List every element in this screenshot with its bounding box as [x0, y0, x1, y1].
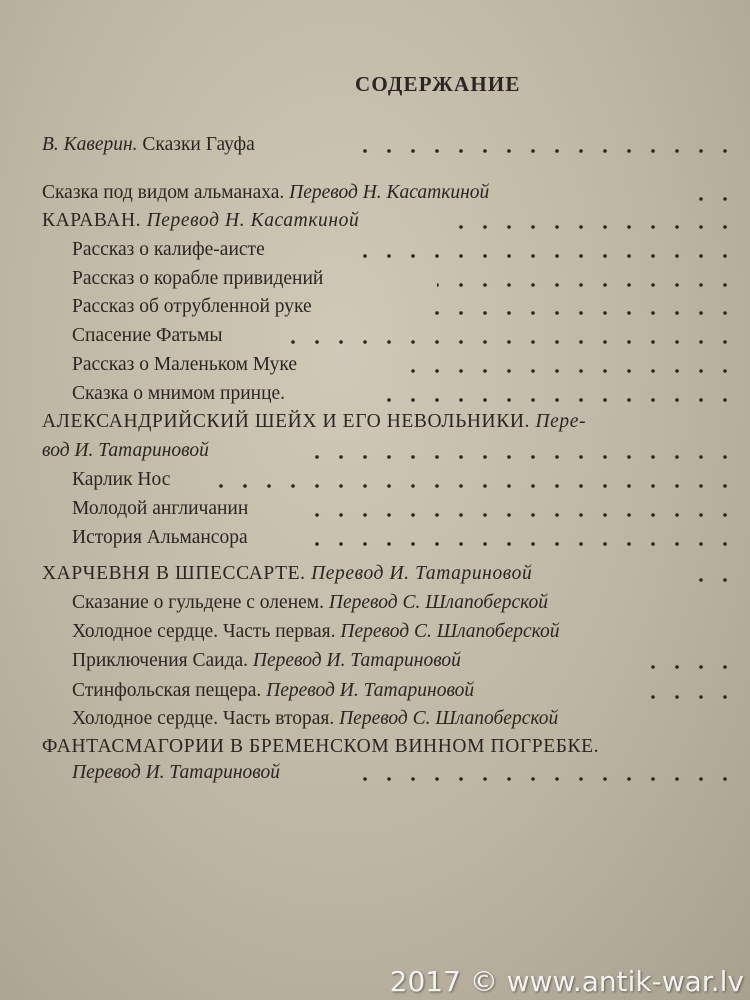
- toc-entry: [72, 351, 737, 379]
- author-name: В. Каверин.: [42, 134, 138, 155]
- entry-title: Спасение Фатьмы: [72, 325, 223, 346]
- toc-entry: [42, 179, 737, 207]
- translator-credit: Перевод И. Татариновой: [252, 650, 461, 671]
- toc-entry: [72, 618, 737, 646]
- entry-title: ХАРЧЕВНЯ В ШПЕССАРТЕ.: [42, 563, 306, 584]
- toc-entry: [72, 293, 737, 321]
- page-title: СОДЕРЖАНИЕ: [355, 72, 521, 96]
- dot-leader: [312, 513, 737, 517]
- toc-section: [42, 560, 737, 588]
- toc-entry: [72, 322, 737, 350]
- translator-credit: Перевод С. Шлапоберской: [328, 592, 549, 613]
- translator-credit: Перевод Н. Касаткиной: [146, 210, 360, 231]
- toc-entry: [72, 589, 737, 617]
- toc-entry-foreword: [42, 131, 737, 159]
- translator-credit: Перевод И. Татариновой: [266, 680, 475, 701]
- entry-title: Сказание о гульдене с оленем.: [72, 592, 324, 613]
- dot-leader: [632, 665, 737, 669]
- entry-title: Рассказ о Маленьком Муке: [72, 354, 298, 375]
- entry-title: Сказка под видом альманаха.: [42, 182, 285, 203]
- translator-credit: Перевод И. Татариновой: [311, 563, 533, 584]
- entry-title: Стинфольская пещера.: [72, 680, 262, 701]
- translator-credit: Перевод С. Шлапоберской: [339, 708, 559, 729]
- entry-title: Рассказ о корабле привидений: [72, 268, 324, 289]
- toc-section: [42, 733, 737, 761]
- toc-entry: [72, 380, 737, 408]
- entry-title: Молодой англичанин: [72, 498, 249, 519]
- entry-title: ФАНТАСМАГОРИИ В БРЕМЕНСКОМ ВИННОМ ПОГРЕБКЕ.: [42, 736, 600, 757]
- toc-section: [42, 207, 737, 235]
- dot-leader: [647, 695, 737, 699]
- dot-leader: [417, 311, 737, 315]
- entry-title: Приключения Саида.: [72, 650, 249, 671]
- toc-entry: [72, 466, 737, 494]
- dot-leader: [362, 777, 737, 781]
- entry-title: Рассказ о калифе-аисте: [72, 239, 265, 260]
- dot-leader: [272, 340, 737, 344]
- entry-title: Холодное сердце. Часть первая.: [72, 621, 336, 642]
- toc-entry: [72, 524, 737, 552]
- toc-entry: [72, 495, 737, 523]
- entry-title: Сказка о мнимом принце.: [72, 383, 286, 404]
- toc-section: [42, 408, 737, 436]
- translator-credit: Перевод С. Шлапоберской: [340, 621, 560, 642]
- dot-leader: [682, 197, 737, 201]
- entry-title: Карлик Нос: [72, 469, 171, 490]
- entry-title: Рассказ об отрубленной руке: [72, 296, 312, 317]
- toc-entry: [72, 647, 737, 675]
- watermark: 2017 © www.antik-war.lv: [389, 965, 744, 998]
- translator-credit: Пере-: [535, 411, 587, 432]
- dot-leader: [392, 369, 737, 373]
- dot-leader: [437, 283, 737, 287]
- toc-entry-continuation: [42, 437, 737, 465]
- dot-leader: [302, 455, 737, 459]
- toc-entry: [72, 265, 737, 293]
- translator-credit: Перевод И. Татариновой: [72, 762, 281, 783]
- toc-entry: [72, 677, 737, 705]
- dot-leader: [302, 542, 737, 546]
- entry-title: КАРАВАН.: [42, 210, 142, 231]
- toc-entry: [72, 236, 737, 264]
- translator-credit: вод И. Татариновой: [42, 440, 209, 461]
- dot-leader: [372, 398, 737, 402]
- toc-entry-continuation: [72, 759, 737, 787]
- translator-credit: Перевод Н. Касаткиной: [289, 182, 490, 203]
- dot-leader: [452, 225, 737, 229]
- dot-leader: [692, 578, 737, 582]
- entry-title: История Альмансора: [72, 527, 248, 548]
- entry-title: Холодное сердце. Часть вторая.: [72, 708, 335, 729]
- dot-leader: [357, 254, 737, 258]
- entry-title: АЛЕКСАНДРИЙСКИЙ ШЕЙХ И ЕГО НЕВОЛЬНИКИ.: [42, 411, 531, 432]
- entry-title: Сказки Гауфа: [142, 134, 255, 155]
- dot-leader: [212, 484, 737, 488]
- dot-leader: [357, 149, 737, 153]
- toc-entry: [72, 705, 737, 733]
